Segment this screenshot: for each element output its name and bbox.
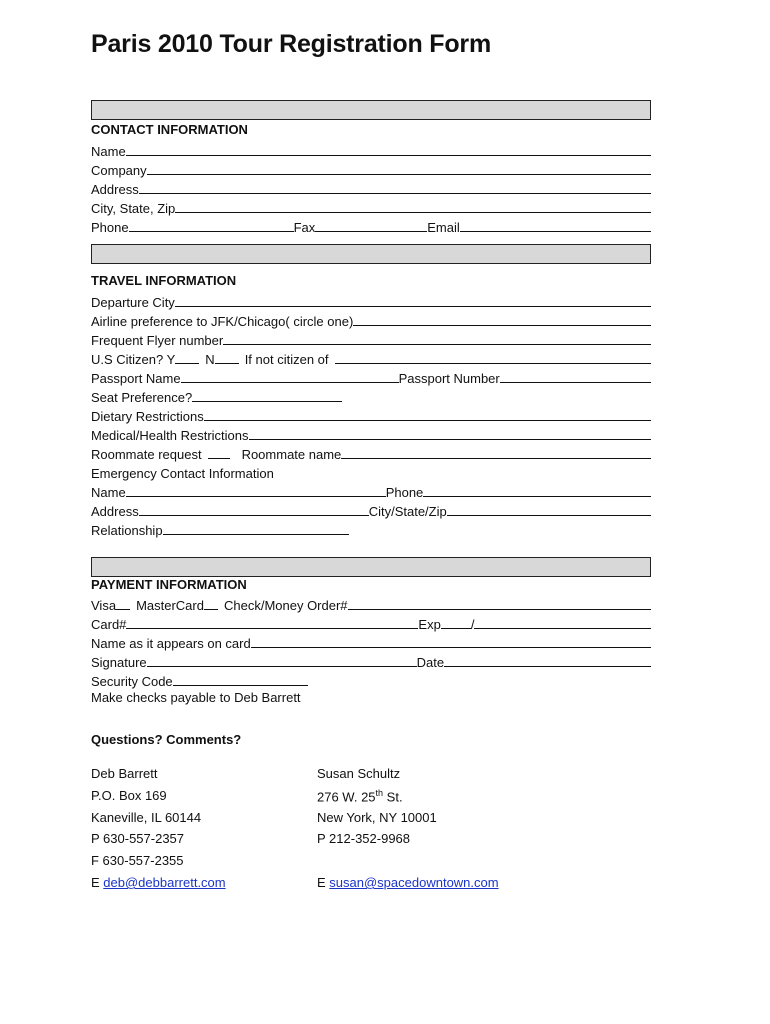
passport-number-field[interactable] bbox=[500, 368, 651, 383]
security-code-field[interactable] bbox=[173, 671, 308, 686]
emergency-city-label: City/State/Zip bbox=[368, 504, 447, 519]
airline-pref-field[interactable] bbox=[353, 311, 651, 326]
address-field[interactable] bbox=[139, 179, 651, 194]
card-number-field[interactable] bbox=[126, 614, 418, 629]
emergency-phone-field[interactable] bbox=[423, 482, 651, 497]
roommate-row bbox=[91, 443, 651, 462]
dietary-field[interactable] bbox=[204, 406, 651, 421]
seat-pref-row bbox=[91, 386, 651, 405]
contact-right-address1 bbox=[317, 788, 403, 804]
relationship-field[interactable] bbox=[163, 520, 349, 535]
name-label: Name bbox=[91, 144, 126, 159]
contact-city-row bbox=[91, 197, 651, 216]
emergency-phone-label: Phone bbox=[385, 485, 424, 500]
departure-city-row bbox=[91, 291, 651, 310]
us-citizen-label: U.S Citizen? Y bbox=[91, 352, 176, 367]
frequent-flyer-row bbox=[91, 329, 651, 348]
address1-main: 276 W. 25 bbox=[317, 789, 376, 805]
contact-left-address1: P.O. Box 169 bbox=[91, 788, 167, 803]
page-title: Paris 2010 Tour Registration Form bbox=[91, 30, 491, 58]
make-checks-note: Make checks payable to Deb Barrett bbox=[91, 690, 301, 705]
frequent-flyer-field[interactable] bbox=[223, 330, 651, 345]
security-code-label: Security Code bbox=[91, 674, 173, 689]
check-label: Check/Money Order# bbox=[223, 598, 348, 613]
passport-row bbox=[91, 367, 651, 386]
susan-email-link[interactable]: susan@spacedowntown.com bbox=[329, 875, 499, 890]
fax-field[interactable] bbox=[315, 217, 427, 232]
airline-pref-row bbox=[91, 310, 651, 329]
emergency-name-field[interactable] bbox=[126, 482, 386, 497]
payment-section-bar bbox=[91, 557, 651, 577]
email-field[interactable] bbox=[460, 217, 651, 232]
relationship-row bbox=[91, 519, 651, 538]
emergency-name-label: Name bbox=[91, 485, 126, 500]
emergency-row bbox=[91, 462, 651, 481]
name-on-card-row bbox=[91, 632, 651, 651]
dietary-row bbox=[91, 405, 651, 424]
name-field[interactable] bbox=[126, 141, 651, 156]
dietary-label: Dietary Restrictions bbox=[91, 409, 204, 424]
mastercard-field[interactable] bbox=[204, 595, 218, 610]
citizenship-field[interactable] bbox=[335, 349, 651, 364]
contact-left-phone: P 630-557-2357 bbox=[91, 831, 185, 846]
card-label: Card# bbox=[91, 617, 127, 632]
city-state-zip-label: City, State, Zip bbox=[91, 201, 176, 216]
contact-section-header: CONTACT INFORMATION bbox=[91, 122, 248, 137]
citizen-no-label: N bbox=[205, 352, 215, 367]
roommate-name-field[interactable] bbox=[341, 444, 651, 459]
not-citizen-label: If not citizen of bbox=[244, 352, 329, 367]
payment-method-row bbox=[91, 594, 651, 613]
exp-month-field[interactable] bbox=[441, 614, 471, 629]
seat-pref-field[interactable] bbox=[192, 387, 342, 402]
visa-field[interactable] bbox=[116, 595, 130, 610]
citizen-yes-field[interactable] bbox=[175, 349, 199, 364]
emergency-city-field[interactable] bbox=[447, 501, 651, 516]
contact-left-name: Deb Barrett bbox=[91, 766, 158, 781]
exp-label: Exp bbox=[418, 617, 441, 632]
relationship-label: Relationship bbox=[91, 523, 163, 538]
payment-section-header: PAYMENT INFORMATION bbox=[91, 577, 247, 592]
signature-field[interactable] bbox=[147, 652, 417, 667]
contact-left-fax: F 630-557-2355 bbox=[91, 853, 184, 868]
exp-year-field[interactable] bbox=[474, 614, 651, 629]
signature-row bbox=[91, 651, 651, 670]
departure-city-field[interactable] bbox=[175, 292, 651, 307]
emergency-address-field[interactable] bbox=[139, 501, 369, 516]
name-on-card-field[interactable] bbox=[251, 633, 651, 648]
roommate-request-field[interactable] bbox=[208, 444, 230, 459]
departure-city-label: Departure City bbox=[91, 295, 175, 310]
roommate-request-label: Roommate request bbox=[91, 447, 202, 462]
emergency-name-row bbox=[91, 481, 651, 500]
medical-label: Medical/Health Restrictions bbox=[91, 428, 249, 443]
passport-number-label: Passport Number bbox=[398, 371, 500, 386]
questions-heading: Questions? Comments? bbox=[91, 732, 242, 747]
name-on-card-label: Name as it appears on card bbox=[91, 636, 251, 651]
mastercard-label: MasterCard bbox=[136, 598, 204, 613]
contact-company-row bbox=[91, 159, 651, 178]
email-label: Email bbox=[427, 220, 460, 235]
address1-sup: th bbox=[375, 788, 384, 798]
emergency-address-row bbox=[91, 500, 651, 519]
company-label: Company bbox=[91, 163, 147, 178]
address1-suffix: St. bbox=[383, 789, 403, 805]
contact-name-row bbox=[91, 140, 651, 159]
visa-label: Visa bbox=[91, 598, 117, 613]
medical-field[interactable] bbox=[249, 425, 651, 440]
address-label: Address bbox=[91, 182, 139, 197]
phone-field[interactable] bbox=[129, 217, 294, 232]
passport-name-field[interactable] bbox=[181, 368, 399, 383]
city-state-zip-field[interactable] bbox=[175, 198, 651, 213]
airline-pref-label: Airline preference to JFK/Chicago( circle one) bbox=[91, 314, 354, 329]
contact-right-address2: New York, NY 10001 bbox=[317, 810, 437, 825]
contact-right-email-row bbox=[317, 875, 499, 890]
deb-email-link[interactable]: deb@debbarrett.com bbox=[103, 875, 226, 890]
security-code-row bbox=[91, 670, 651, 689]
fax-label: Fax bbox=[293, 220, 316, 235]
email-prefix: E bbox=[91, 875, 104, 890]
travel-section-bar bbox=[91, 244, 651, 264]
company-field[interactable] bbox=[147, 160, 651, 175]
medical-row bbox=[91, 424, 651, 443]
frequent-flyer-label: Frequent Flyer number bbox=[91, 333, 224, 348]
email-prefix: E bbox=[317, 875, 330, 890]
phone-label: Phone bbox=[91, 220, 129, 235]
seat-pref-label: Seat Preference? bbox=[91, 390, 193, 405]
card-row bbox=[91, 613, 651, 632]
signature-label: Signature bbox=[91, 655, 147, 670]
contact-left-address2: Kaneville, IL 60144 bbox=[91, 810, 202, 825]
contact-right-name: Susan Schultz bbox=[317, 766, 401, 781]
contact-phone-row bbox=[91, 216, 651, 235]
contact-section-bar bbox=[91, 100, 651, 120]
exp-slash: / bbox=[470, 617, 475, 632]
emergency-label: Emergency Contact Information bbox=[91, 466, 274, 481]
date-label: Date bbox=[416, 655, 445, 670]
citizen-row bbox=[91, 348, 651, 367]
check-number-field[interactable] bbox=[348, 595, 651, 610]
roommate-name-label: Roommate name bbox=[241, 447, 342, 462]
citizen-no-field[interactable] bbox=[215, 349, 239, 364]
travel-section-header: TRAVEL INFORMATION bbox=[91, 273, 237, 288]
emergency-address-label: Address bbox=[91, 504, 139, 519]
date-field[interactable] bbox=[444, 652, 651, 667]
contact-right-phone: P 212-352-9968 bbox=[317, 831, 411, 846]
passport-name-label: Passport Name bbox=[91, 371, 181, 386]
contact-left-email-row bbox=[91, 875, 226, 890]
contact-address-row bbox=[91, 178, 651, 197]
